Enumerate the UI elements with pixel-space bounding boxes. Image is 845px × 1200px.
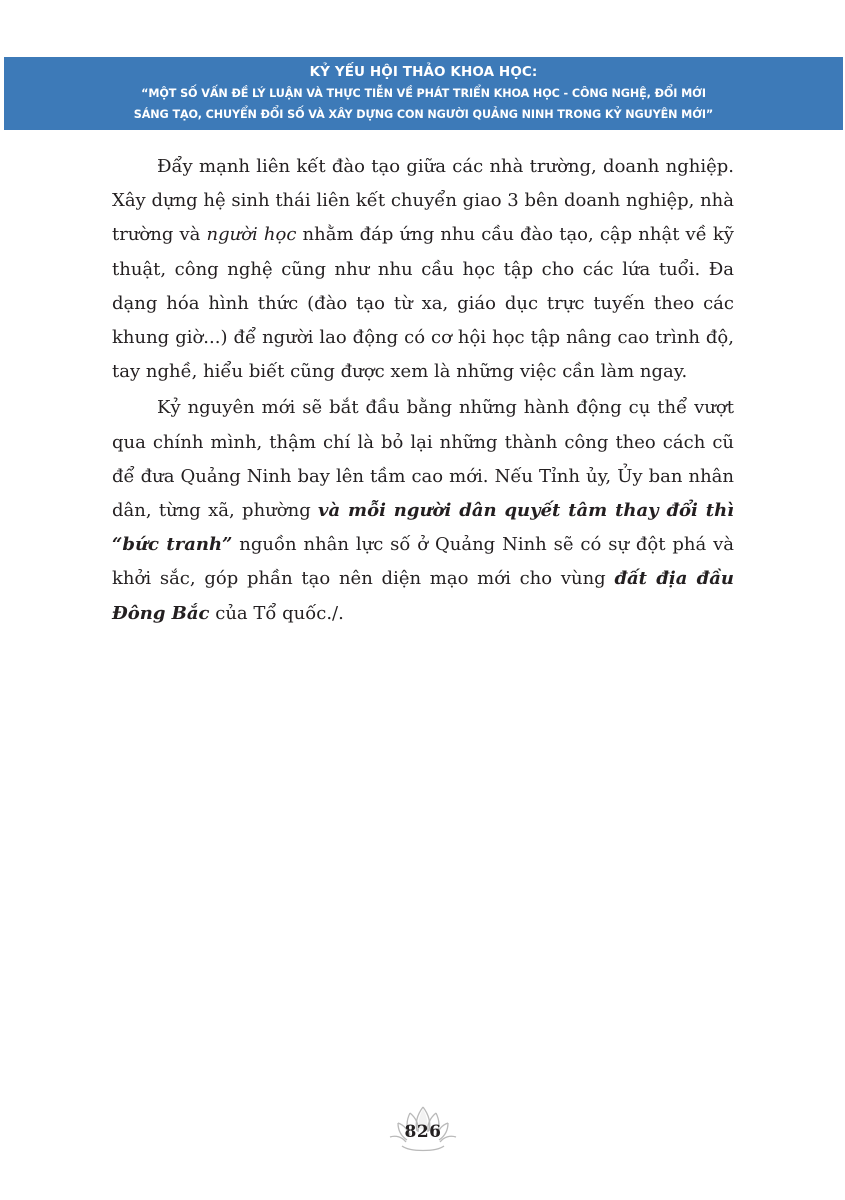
paragraph-2-bold-italic-a: và mỗi người dân quyết tâm thay đổi thì “bức tranh”	[112, 500, 734, 556]
body-text	[112, 150, 734, 633]
paragraph-2-bold-italic-b: đất địa đầu Đông Bắc	[112, 568, 734, 624]
paragraph-1-italic: người học	[206, 224, 297, 246]
paragraph-2-text-c: của Tổ quốc./.	[209, 602, 344, 624]
header-subtitle-line-2: SÁNG TẠO, CHUYỂN ĐỔI SỐ VÀ XÂY DỰNG CON NGƯỜI QUẢNG NINH TRONG KỶ NGUYÊN MỚI”	[133, 108, 714, 121]
header-banner	[4, 57, 843, 130]
page-number-ornament	[388, 1104, 458, 1156]
paragraph-2	[112, 391, 734, 630]
paragraph-1	[112, 150, 734, 389]
paragraph-1-text-a: Đẩy mạnh liên kết đào tạo giữa các nhà trường, doanh nghiệp. Xây dựng hệ sinh thái liên kết chuyển giao 3 bên doanh nghiệp, nhà trường và	[112, 156, 734, 246]
paragraph-2-text-a: Kỷ nguyên mới sẽ bắt đầu bằng những hành động cụ thể vượt qua chính mình, thậm chí là bỏ lại những thành công theo cách cũ để đưa Quảng Ninh bay lên tầm cao mới. Nếu Tỉnh ủy, Ủy ban nhân dân, từng xã, phường	[112, 397, 734, 522]
page-number: 826	[404, 1122, 442, 1142]
header-title: KỶ YẾU HỘI THẢO KHOA HỌC:	[309, 64, 538, 80]
paragraph-2-text-b: nguồn nhân lực số ở Quảng Ninh sẽ có sự đột phá và khởi sắc, góp phần tạo nên diện mạo mới cho vùng	[112, 534, 734, 590]
paragraph-1-text-b: nhằm đáp ứng nhu cầu đào tạo, cập nhật về kỹ thuật, công nghệ cũng như nhu cầu học tập cho các lứa tuổi. Đa dạng hóa hình thức (đào tạo từ xa, giáo dục trực tuyến theo các khung giờ...) để người lao động có cơ hội học tập nâng cao trình độ, tay nghề, hiểu biết cũng được xem là những việc cần làm ngay.	[112, 224, 734, 383]
header-subtitle-line-1: “MỘT SỐ VẤN ĐỀ LÝ LUẬN VÀ THỰC TIỄN VỀ PHÁT TRIỂN KHOA HỌC - CÔNG NGHỆ, ĐỔI MỚI	[141, 87, 706, 100]
